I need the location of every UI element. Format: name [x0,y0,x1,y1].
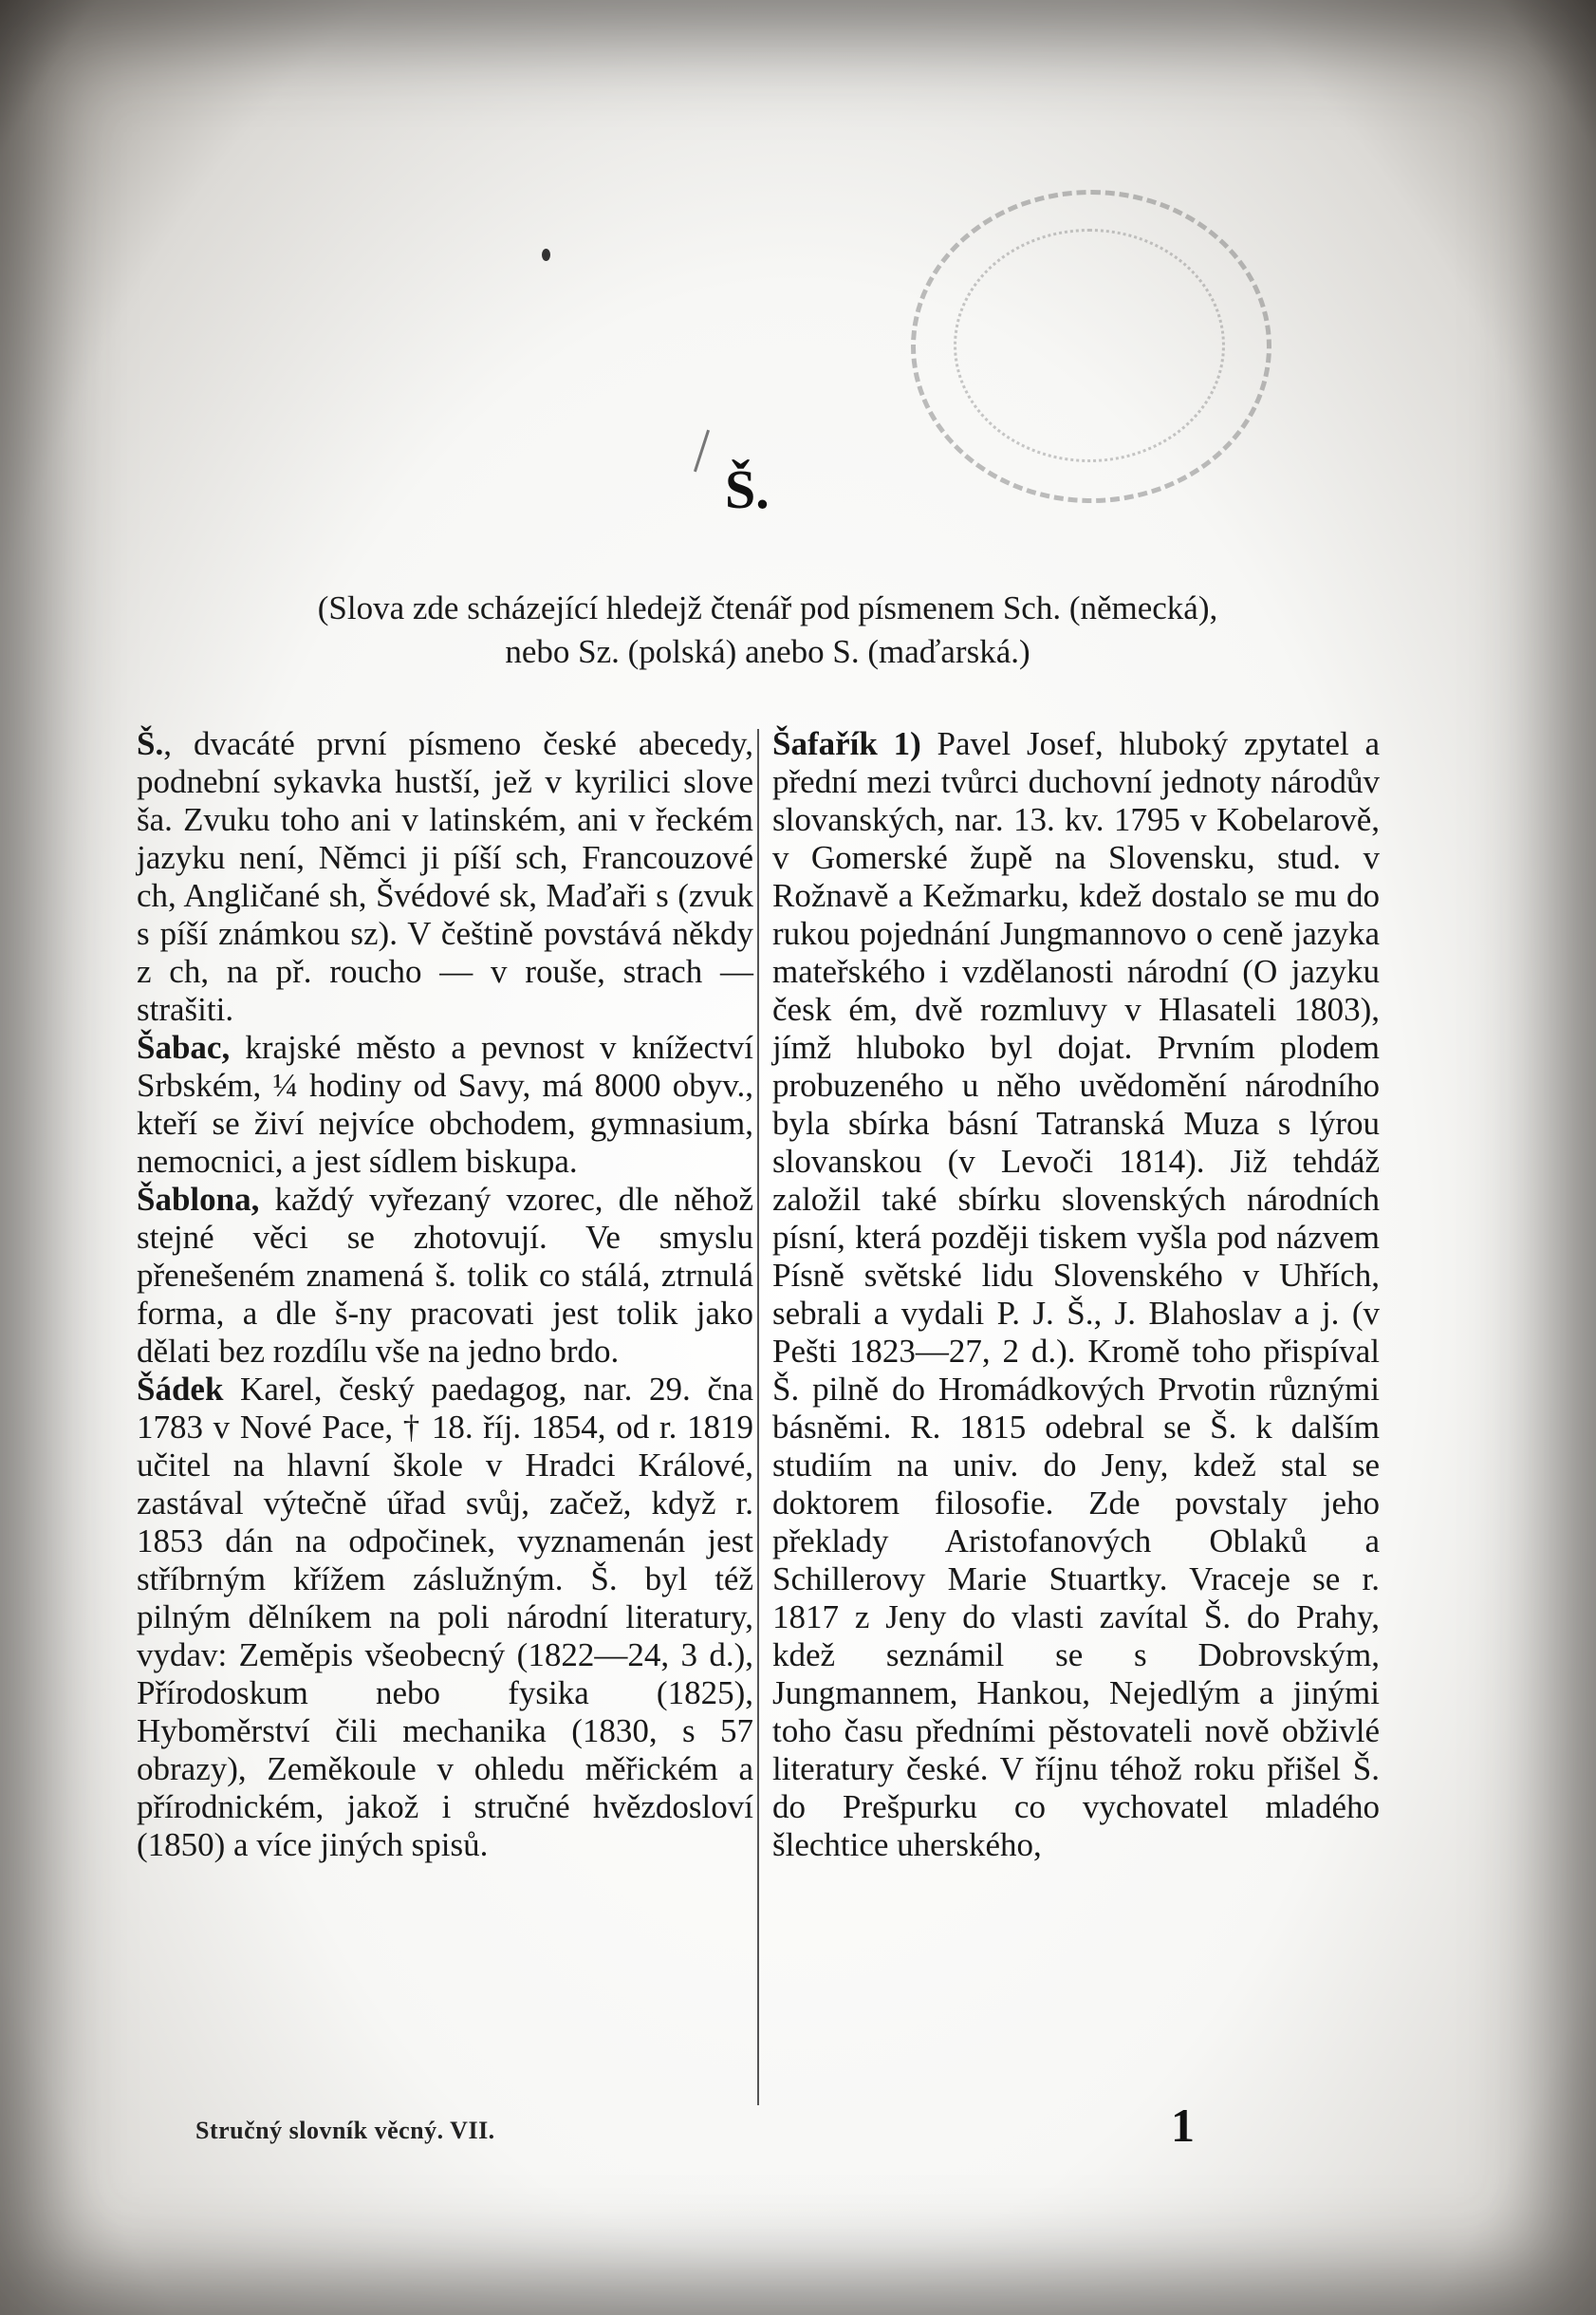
left-column [137,725,753,1864]
page-number: 1 [1171,2099,1195,2152]
entry-text: krajské město a pevnost v knížectví Srbském, ¼ hodiny od Savy, má 8000 obyv., kteří se živí nejvíce obchodem, gymnasium, nemocnici, a jest sídlem biskupa. [137,1029,753,1180]
entry-headword: Šafařík 1) [772,725,921,762]
intro-line-2: nebo Sz. (polská) anebo S. (maďarská.) [505,633,1030,670]
column-divider [757,729,759,2105]
entry-sablona [137,1181,753,1371]
intro-note [127,587,1408,674]
signature-footer: Stručný slovník věcný. VII. [195,2117,495,2144]
entry-text: , dvacáté první písmeno české abecedy, podnební sykavka hustší, jež v kyrilici slove ša. Zvuku toho ani v latinském, ani v řeckém jazyku není, Němci ji píší sch, Francouzové ch, Angličané sh, Švédové sk, Maďaři s (zvuk s píší známkou sz). V češtině povstává někdy z ch, na př. roucho — v rouše, strach — strašiti. [137,725,753,1028]
page-heading: Š. [725,458,770,520]
entry-headword: Šablona, [137,1181,260,1218]
entry-headword: Šabac, [137,1029,231,1066]
entry-headword: Š. [137,725,164,762]
intro-line-1: (Slova zde scházející hledejž čtenář pod písmenem Sch. (německá), [317,589,1218,626]
entry-s [137,725,753,1029]
entry-headword: Šádek [137,1371,224,1408]
entry-sadek [137,1371,753,1864]
pencil-mark [694,430,710,473]
entry-sabac [137,1029,753,1181]
entry-text: Pavel Josef, hluboký zpytatel a přední mezi tvůrci duchovní jednoty národův slovanských, nar. 13. kv. 1795 v Kobelarově, v Gomerské župě na Slovensku, stud. v Rožnavě a Kežmarku, kdež dostalo se mu do rukou pojednání Jungmannovo o ceně jazyka mateřského i vzdělanosti národní (O jazyku česk ém, dvě rozmluvy v Hlasateli 1803), jímž hluboko byl dojat. Prvním plodem probuzeného u něho uvědomění národního byla sbírka básní Tatranská Muza s lýrou slovanskou (v Levoči 1814). Již tehdáž založil také sbírku slovenských národních písní, která později tiskem vyšla pod názvem Písně světské lidu Slovenského v Uhřích, sebrali a vydali P. J. Š., J. Blahoslav a j. (v Pešti 1823—27, 2 d.). Kromě toho přispíval Š. pilně do Hromádkových Prvotin různými básněmi. R. 1815 odebral se Š. k dalším studiím na univ. do Jeny, kdež stal se doktorem filosofie. Zde povstaly jeho překlady Aristofanových Oblaků a Schillerovy Marie Stuartky. Vraceje se r. 1817 z Jeny do vlasti zavítal Š. do Prahy, kdež seznámil se s Dobrovským, Jungmannem, Hankou, Nejedlým a jinými toho času předními pěstovateli nově obživlé literatury české. V říjnu téhož roku přišel Š. do Prešpurku co vychovatel mladého šlechtice uherského, [772,725,1381,1863]
library-stamp [911,190,1271,503]
entry-text: Karel, český paedagog, nar. 29. čna 1783 v Nové Pace, † 18. říj. 1854, od r. 1819 učitel na hlavní škole v Hradci Králové, zastával výtečně úřad svůj, začež, když r. 1853 dán na odpočinek, vyznamenán jest stříbrným křížem záslužným. Š. byl též pilným dělníkem na poli národní literatury, vydav: Zeměpis všeobecný (1822—24, 3 d.), Přírodoskum nebo fysika (1825), Hyboměrství čili mechanika (1830, s 57 obrazy), Zeměkoule v ohledu měřickém a přírodnickém, jakož i stručné hvězdosloví (1850) a více jiných spisů. [137,1371,753,1863]
ink-dot [542,249,550,261]
right-column [772,725,1380,1864]
entry-safarik [772,725,1380,1864]
entry-text: každý vyřezaný vzorec, dle něhož stejné věci se zhotovují. Ve smyslu přenešeném znamená š. tolik co stálá, ztrnulá forma, a dle š-ny pracovati jest tolik jako dělati bez rozdílu vše na jedno brdo. [137,1181,753,1370]
